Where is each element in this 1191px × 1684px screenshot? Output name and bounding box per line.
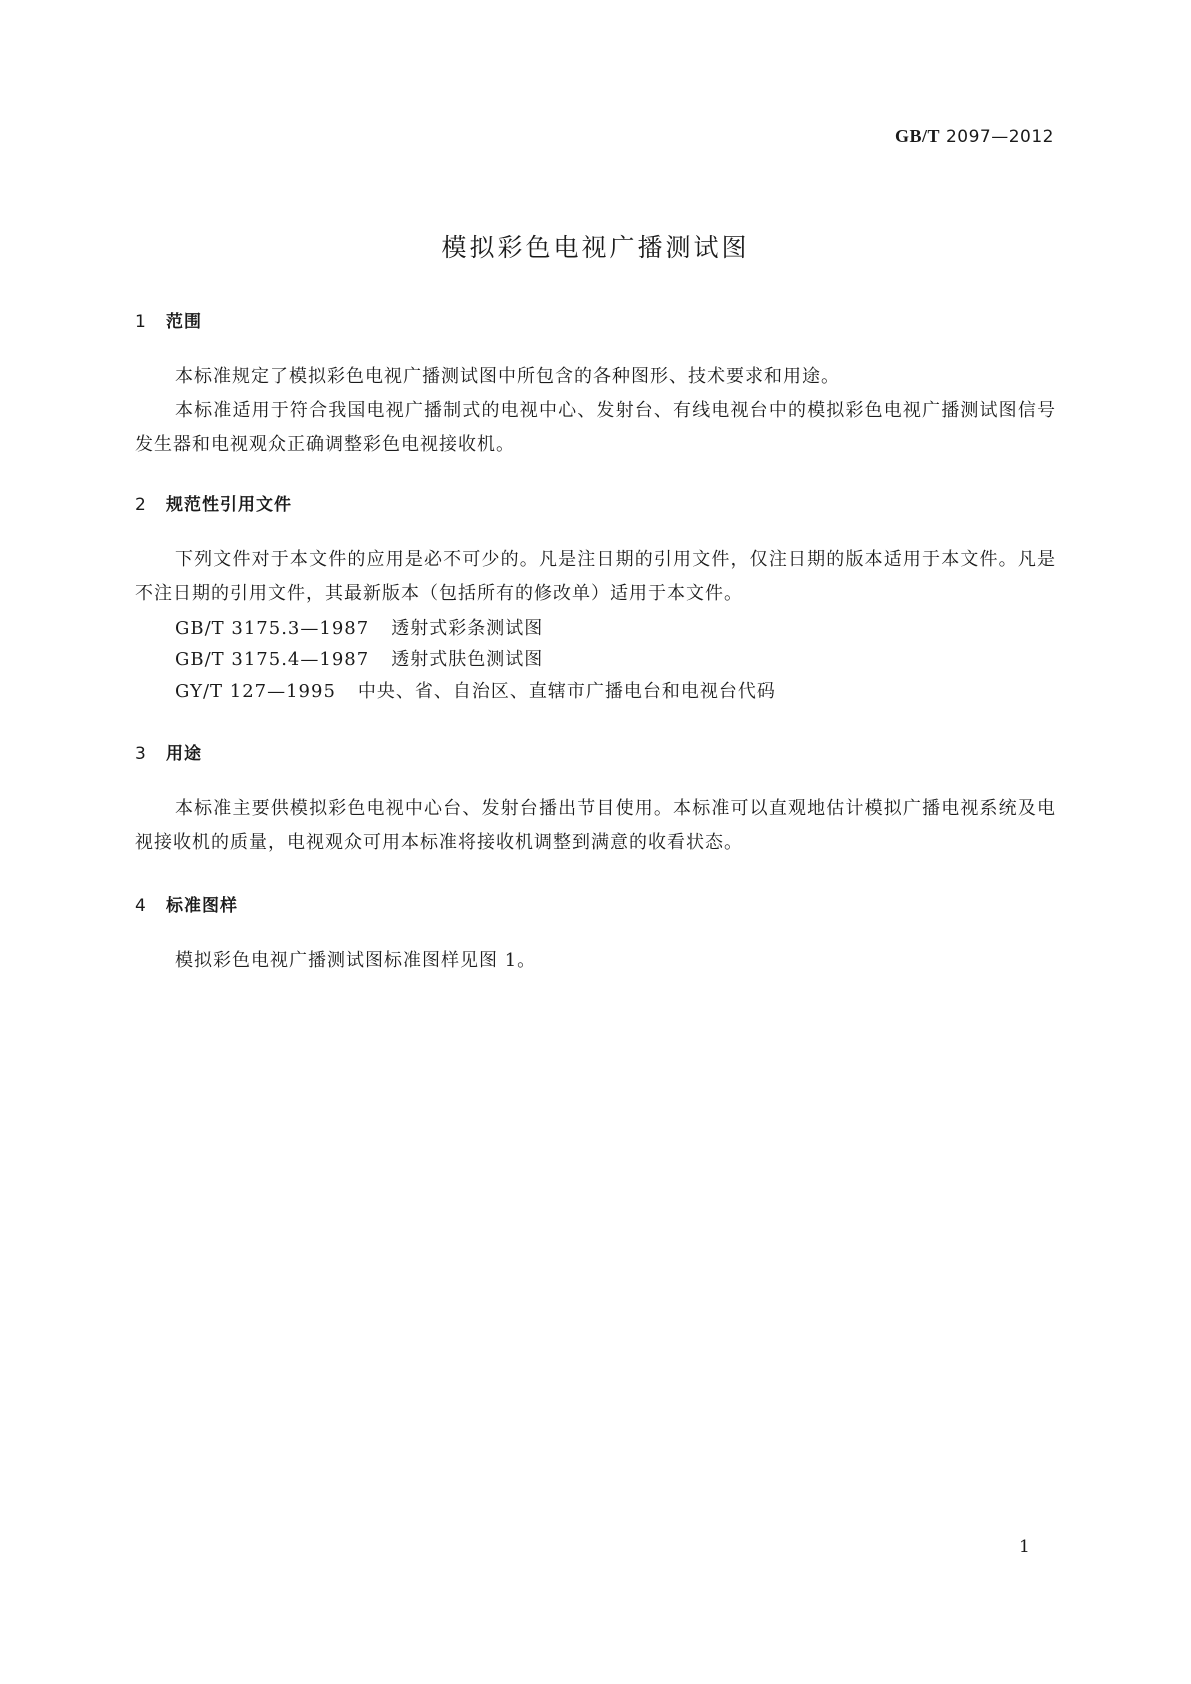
standard-code bbox=[895, 126, 1054, 147]
reference-title: 透射式彩条测试图 bbox=[391, 618, 544, 639]
usage-paragraph: 本标准主要供模拟彩色电视中心台、发射台播出节目使用。本标准可以直观地估计模拟广播电视系统及电视接收机的质量，电视观众可用本标准将接收机调整到满意的收看状态。 bbox=[135, 798, 1056, 853]
section-title: 范围 bbox=[166, 312, 202, 332]
reference-item bbox=[175, 645, 543, 671]
section-heading-normative-references bbox=[135, 490, 292, 515]
section-heading-standard-pattern bbox=[135, 891, 238, 916]
section-heading-usage bbox=[135, 739, 202, 764]
page-number: 1 bbox=[1019, 1537, 1030, 1557]
reference-code: GB/T 3175.3—1987 bbox=[175, 618, 370, 639]
section-number: 3 bbox=[135, 744, 147, 764]
section-number: 4 bbox=[135, 896, 147, 916]
section-number: 1 bbox=[135, 312, 147, 332]
reference-item bbox=[175, 614, 543, 640]
section-title: 用途 bbox=[166, 744, 202, 764]
scope-paragraph-2: 本标准适用于符合我国电视广播制式的电视中心、发射台、有线电视台中的模拟彩色电视广播测试图信号发生器和电视观众正确调整彩色电视接收机。 bbox=[135, 400, 1056, 455]
section-title: 规范性引用文件 bbox=[166, 495, 292, 515]
standard-code-prefix: GB/T bbox=[895, 126, 941, 146]
reference-item bbox=[175, 677, 776, 703]
reference-title: 透射式肤色测试图 bbox=[391, 649, 544, 670]
document-title: 模拟彩色电视广播测试图 bbox=[441, 233, 750, 262]
scope-paragraph-1: 本标准规定了模拟彩色电视广播测试图中所包含的各种图形、技术要求和用途。 bbox=[175, 366, 840, 387]
reference-title: 中央、省、自治区、直辖市广播电台和电视台代码 bbox=[357, 681, 776, 702]
section-number: 2 bbox=[135, 495, 147, 515]
standard-code-number: 2097—2012 bbox=[945, 127, 1054, 147]
reference-code: GB/T 3175.4—1987 bbox=[175, 649, 370, 670]
references-intro-paragraph: 下列文件对于本文件的应用是必不可少的。凡是注日期的引用文件，仅注日期的版本适用于本文件。凡是不注日期的引用文件，其最新版本（包括所有的修改单）适用于本文件。 bbox=[135, 549, 1056, 604]
standard-pattern-paragraph: 模拟彩色电视广播测试图标准图样见图 1。 bbox=[175, 950, 537, 971]
reference-code: GY/T 127—1995 bbox=[175, 681, 336, 702]
section-title: 标准图样 bbox=[166, 896, 238, 916]
section-heading-scope bbox=[135, 307, 202, 332]
